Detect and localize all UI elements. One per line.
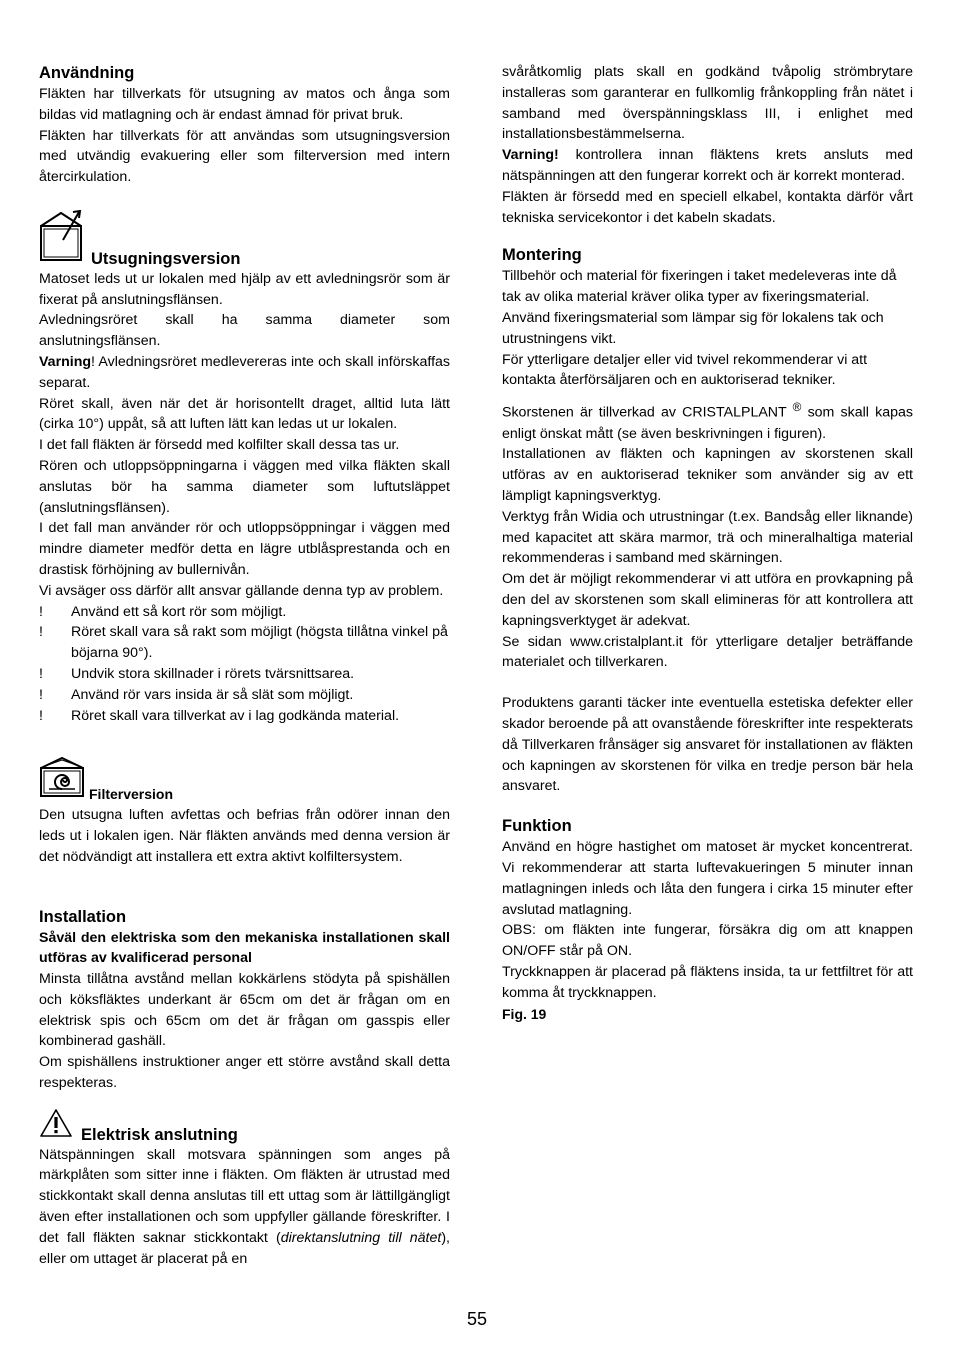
warning-text: ! Avledningsröret medlevereras inte och skall införskaffas separat. — [39, 353, 450, 391]
warning-text: kontrollera innan fläktens krets ansluts med nätspänningen att den fungerar korrekt och är korrekt monterad. — [502, 147, 913, 184]
usage-paragraph: Fläkten har tillverkats för utsugning av matos och ånga som bildas vid matlagning och är endast ämnad för privat bruk. — [39, 86, 450, 123]
installation-bold-intro: Såväl den elektriska som den mekaniska installationen skall utföras av kvalificerad personal — [39, 929, 450, 967]
electrical-text: Nätspänningen skall motsvara spänningen som anges på märkplåten som sitter inne i fläkten. Om fläkten är utrustad med stickkontakt skall denna anslutas till ett uttag som är lättillgängligt även efter installationen och som uppfyller gällande föreskrifter. I det fall fläkten saknar stickkontakt ( — [39, 1146, 450, 1246]
mounting-paragraph: Om det är möjligt rekommenderar vi att utföra en provkapning på den del av skorstenen som skall elimineras för att kontrollera att kapningsverktyget är adekvat. — [502, 571, 913, 629]
exclamation-mark: ! — [39, 624, 43, 641]
extraction-paragraph: Matoset leds ut ur lokalen med hjälp av ett avledningsrör som är fixerat på anslutningsflänsen. — [39, 270, 450, 308]
mounting-text: Skorstenen är tillverkad av CRISTALPLANT — [502, 404, 793, 421]
installation-intro — [39, 928, 450, 970]
left-column — [39, 62, 450, 1269]
filter-heading-row — [39, 756, 450, 805]
warranty-paragraph: Produktens garanti täcker inte eventuella estetiska defekter eller skador beroende på att ovanstående föreskrifter inte respekterats då Tillverkaren frånsäger sig ansvaret för installationen av fläkten och kapningen av skorstenen för vilka en tredje person bär hela ansvaret. — [502, 695, 913, 795]
mounting-paragraph: Tillbehör och material för fixeringen i taket medeleveras inte då tak av olika material kräver olika typer av fixeringsmaterial. Använd fixeringsmaterial som lämpar sig för lokalens tak och utrustningens vikt. — [502, 268, 897, 347]
mounting-paragraph: Se sidan www.cristalplant.it för ytterligare detaljer beträffande materialet och tillverkaren. — [502, 633, 913, 671]
usage-paragraph: Fläkten har tillverkats för att användas som utsugningsversion med utvändig evakuering eller som filterversion med intern återcirkulation. — [39, 127, 450, 186]
warning-triangle-icon — [39, 1108, 73, 1145]
mounting-text: som skall kapas enligt önskat mått (se även beskrivningen i figuren). — [502, 404, 913, 442]
list-item — [39, 602, 450, 623]
list-item — [39, 685, 450, 706]
warning-label: Varning — [39, 353, 92, 370]
electrical-text: ), eller om uttaget är placerat på en — [39, 1229, 450, 1267]
extraction-heading: Utsugningsversion — [91, 249, 241, 268]
function-paragraph: Använd en högre hastighet om matoset är mycket koncentrerat. Vi rekommenderar att starta luftevakueringen 5 minuter innan matlagningen inleds och låta den fungera i cirka 15 minuter efter avslutad matlagning. — [502, 839, 913, 918]
exclamation-mark: ! — [39, 686, 43, 703]
electrical-heading-row — [39, 1108, 450, 1145]
list-item-text: Röret skall vara så rakt som möjligt (högsta tillåtna vinkel på böjarna 90°). — [71, 624, 448, 662]
installation-heading: Installation — [39, 907, 127, 926]
pipe-tips-list — [39, 602, 450, 727]
electrical-warning — [502, 145, 913, 187]
mounting-paragraph — [502, 397, 913, 444]
recirculation-house-icon — [39, 756, 85, 805]
list-item-text: Röret skall vara tillverkat av i lag godkända material. — [71, 707, 400, 724]
function-heading: Funktion — [502, 817, 572, 836]
extraction-paragraph: Avledningsröret skall ha samma diameter som anslutningsflänsen. — [39, 312, 450, 350]
filter-heading: Filterversion — [89, 786, 174, 803]
list-item — [39, 664, 450, 685]
extraction-paragraph: Vi avsäger oss därför allt ansvar gällande denna typ av problem. — [39, 582, 444, 599]
list-item — [39, 622, 450, 664]
list-item-text: Använd ett så kort rör som möjligt. — [71, 603, 287, 620]
registered-mark: ® — [792, 400, 802, 415]
extraction-heading-row — [39, 210, 450, 269]
figure-reference: Fig. 19 — [502, 1005, 547, 1022]
installation-paragraph: Om spishällens instruktioner anger ett större avstånd skall detta respekteras. — [39, 1054, 450, 1092]
installation-paragraph: Minsta tillåtna avstånd mellan kokkärlens stödyta på spishällen och köksfläktes underkant är 65cm om det är frågan om en elektrisk spis och 65cm om det är frågan om gasspis eller kombinerad gashäll. — [39, 971, 450, 1050]
function-paragraph: Tryckknappen är placerad på fläktens insida, ta ur fettfiltret för att komma åt tryckknappen. — [502, 964, 913, 1001]
filter-paragraph: Den utsugna luften avfettas och befrias från odörer innan den leds ut i lokalen igen. När fläkten används med denna version är det nödvändigt att installera ett extra aktivt kolfiltersystem. — [39, 807, 450, 865]
electrical-continued-paragraph: svåråtkomlig plats skall en godkänd tvåpolig strömbrytare installeras som garanterar en fullkomlig frånkoppling från nätet i samband med överspänningsklass III, i enlighet med installationsbestämmelserna. — [502, 64, 913, 143]
exclamation-mark: ! — [39, 665, 43, 682]
list-item-text: Använd rör vars insida är så slät som möjligt. — [71, 686, 354, 703]
warning-label: Varning! — [502, 147, 559, 164]
electrical-continued-paragraph: Fläkten är försedd med en speciell elkabel, kontakta därför vårt tekniska servicekontor i det kabeln skadats. — [502, 188, 913, 226]
extraction-paragraph: Röret skall, även när det är horisontellt draget, alltid luta lätt (cirka 10°) uppåt, så att luften lätt kan ledas ut ur lokalen. — [39, 395, 450, 433]
right-column — [502, 62, 913, 1024]
extraction-paragraph: I det fall man använder rör och utloppsöppningar i väggen med mindre diameter medför detta en lägre utblåsprestanda och en drastisk förhöjning av bullernivån. — [39, 520, 450, 578]
exclamation-mark: ! — [39, 707, 43, 724]
mounting-paragraph: Installationen av fläkten och kapningen av skorstenen skall utföras av en auktoriserad tekniker som använder sig av ett lämpligt kapningsverktyg. — [502, 446, 913, 505]
electrical-heading: Elektrisk anslutning — [81, 1125, 238, 1144]
extraction-paragraph: I det fall fläkten är försedd med kolfilter skall dessa tas ur. — [39, 437, 400, 454]
extraction-warning — [39, 352, 450, 394]
extraction-paragraph: Rören och utloppsöppningarna i väggen med vilka fläkten skall anslutas bör ha samma diameter som luftutsläppet (anslutningsflänsen). — [39, 457, 450, 516]
function-paragraph: OBS: om fläkten inte fungerar, försäkra dig om att knappen ON/OFF står på ON. — [502, 922, 913, 960]
electrical-paragraph — [39, 1145, 450, 1270]
exhaust-house-icon — [39, 210, 85, 269]
mounting-heading: Montering — [502, 246, 582, 265]
exclamation-mark: ! — [39, 603, 43, 620]
electrical-italic-text: direktanslutning till nätet — [280, 1229, 442, 1246]
mounting-paragraph: Verktyg från Widia och utrustningar (t.ex. Bandsåg eller liknande) med kapacitet att skära marmor, trä och mineralhaltiga material rekommenderas i samband med skärningen. — [502, 508, 913, 567]
list-item-text: Undvik stora skillnader i rörets tvärsnittsarea. — [71, 665, 355, 682]
page-number: 55 — [466, 1309, 488, 1329]
mounting-paragraph: För ytterligare detaljer eller vid tvivel rekommenderar vi att kontakta återförsäljaren och en auktoriserad tekniker. — [502, 351, 868, 389]
usage-heading: Användning — [39, 64, 135, 82]
list-item — [39, 706, 450, 727]
